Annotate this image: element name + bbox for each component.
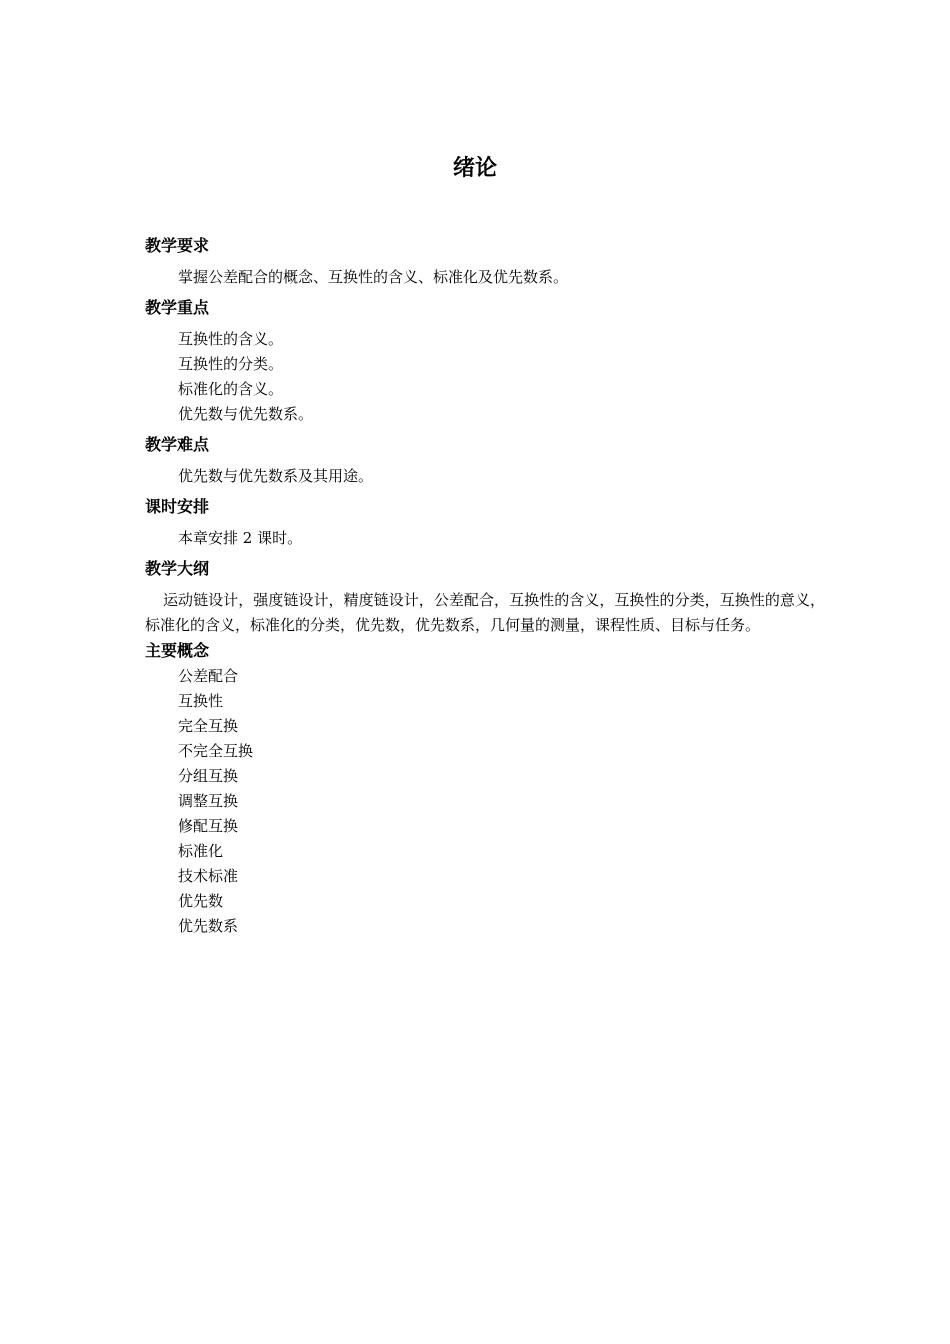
section-line: 互换性的分类。 (178, 355, 284, 373)
section-heading: 主要概念 (145, 641, 210, 660)
section-teaching-key-points (145, 294, 825, 427)
document-body (145, 232, 825, 939)
section-heading: 教学大纲 (145, 559, 210, 578)
section-line: 标准化的含义。 (178, 380, 284, 398)
section-line: 优先数与优先数系。 (178, 405, 314, 423)
section-heading: 课时安排 (145, 497, 210, 516)
section-heading: 教学重点 (145, 298, 210, 317)
concept-item: 不完全互换 (178, 742, 254, 760)
concept-item: 标准化 (178, 842, 224, 860)
concept-item: 互换性 (178, 692, 224, 710)
section-heading: 教学要求 (145, 236, 210, 255)
concept-item: 优先数 (178, 892, 224, 910)
concept-item: 优先数系 (178, 917, 239, 935)
section-line: 互换性的含义。 (178, 330, 284, 348)
section-line: 掌握公差配合的概念、互换性的含义、标准化及优先数系。 (178, 268, 569, 286)
section-heading: 教学难点 (145, 435, 210, 454)
section-line: 本章安排 2 课时。 (178, 529, 303, 547)
concept-item: 分组互换 (178, 767, 239, 785)
section-line: 优先数与优先数系及其用途。 (178, 467, 374, 485)
concept-item: 修配互换 (178, 817, 239, 835)
concept-item: 完全互换 (178, 717, 239, 735)
concept-item: 公差配合 (178, 667, 239, 685)
concept-item: 调整互换 (178, 792, 239, 810)
concept-item: 技术标准 (178, 867, 239, 885)
section-teaching-requirements (145, 232, 825, 290)
section-main-concepts (145, 638, 825, 939)
section-teaching-outline (145, 555, 825, 638)
outline-paragraph: 运动链设计，强度链设计，精度链设计，公差配合，互换性的含义，互换性的分类，互换性的意义，标准化的含义，标准化的分类，优先数，优先数系，几何量的测量，课程性质、目标与任务。 (145, 591, 825, 634)
section-class-hours (145, 493, 825, 551)
document-title: 绪论 (452, 156, 497, 181)
section-teaching-difficulties (145, 431, 825, 489)
